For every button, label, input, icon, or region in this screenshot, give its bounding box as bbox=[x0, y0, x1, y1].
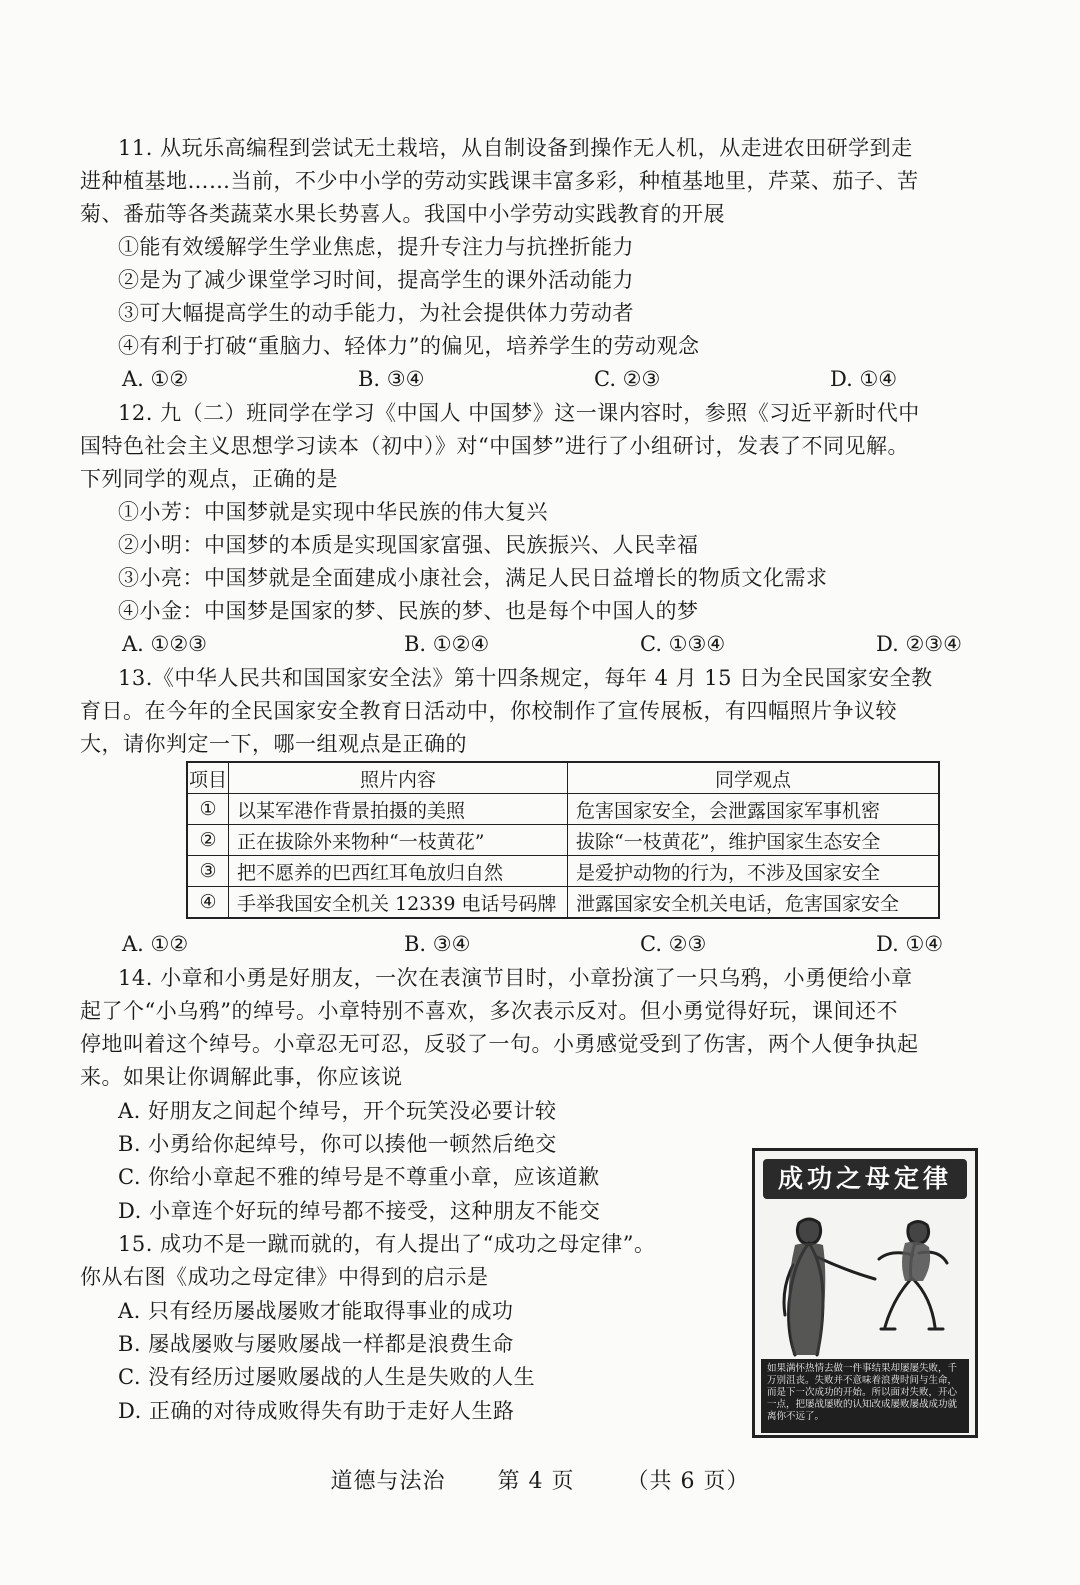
q14-option-b: B. 小勇给你起绰号，你可以揍他一顿然后绝交 bbox=[118, 1132, 557, 1156]
q12-option-a: A. ①②③ bbox=[122, 632, 207, 656]
q14-stem-line-3: 停地叫着这个绰号。小章忍无可忍，反驳了一句。小勇感觉受到了伤害，两个人便争执起 bbox=[80, 1032, 919, 1056]
q11-option-a: A. ①② bbox=[122, 367, 189, 391]
q12-option-c: C. ①③④ bbox=[640, 632, 726, 656]
footer-page-number: 第 4 页 bbox=[497, 1469, 575, 1494]
q15-stem-line-1: 15. 成功不是一蹴而就的，有人提出了“成功之母定律”。 bbox=[118, 1232, 656, 1256]
poster-title: 成功之母定律 bbox=[763, 1159, 967, 1199]
q12-statement-3: ③小亮：中国梦就是全面建成小康社会，满足人民日益增长的物质文化需求 bbox=[118, 566, 828, 590]
q13-option-c: C. ②③ bbox=[640, 932, 707, 956]
table-cell-photo: 把不愿养的巴西红耳龟放归自然 bbox=[229, 856, 568, 887]
q11-option-d: D. ①④ bbox=[830, 367, 898, 391]
q12-stem-line-2: 国特色社会主义思想学习读本（初中）》对“中国梦”进行了小组研讨，发表了不同见解。 bbox=[80, 434, 909, 458]
table-header-opinion: 同学观点 bbox=[568, 762, 940, 794]
q11-stem-line-3: 菊、番茄等各类蔬菜水果长势喜人。我国中小学劳动实践教育的开展 bbox=[80, 202, 725, 226]
q13-option-d: D. ①④ bbox=[876, 932, 944, 956]
q13-stem-line-3: 大，请你判定一下，哪一组观点是正确的 bbox=[80, 732, 467, 756]
q14-stem-line-1: 14. 小章和小勇是好朋友，一次在表演节目时，小章扮演了一只乌鸦，小勇便给小章 bbox=[118, 966, 913, 990]
q11-option-c: C. ②③ bbox=[594, 367, 661, 391]
table-cell-opinion: 是爱护动物的行为，不涉及国家安全 bbox=[568, 856, 940, 887]
table-cell-item: ③ bbox=[187, 856, 229, 887]
table-header-photo: 照片内容 bbox=[229, 762, 568, 794]
q11-statement-2: ②是为了减少课堂学习时间，提高学生的课外活动能力 bbox=[118, 268, 634, 292]
table-row bbox=[187, 887, 939, 919]
q11-option-b: B. ③④ bbox=[358, 367, 425, 391]
q12-statement-1: ①小芳：中国梦就是实现中华民族的伟大复兴 bbox=[118, 500, 548, 524]
q12-statement-2: ②小明：中国梦的本质是实现国家富强、民族振兴、人民幸福 bbox=[118, 533, 699, 557]
table-cell-item: ① bbox=[187, 794, 229, 825]
q14-option-c: C. 你给小章起不雅的绰号是不尊重小章，应该道歉 bbox=[118, 1165, 600, 1189]
q13-stem-line-2: 育日。在今年的全民国家安全教育日活动中，你校制作了宣传展板，有四幅照片争议较 bbox=[80, 699, 897, 723]
poster-caption: 如果满怀热情去做一件事结果却屡屡失败，千万别沮丧。失败并不意味着浪费时间与生命，而是下一次成功的开始。所以面对失败，开心一点，把屡战屡败的认知改成屡败屡战成功就离你不远了。 bbox=[761, 1359, 969, 1433]
poster-illustration bbox=[759, 1205, 971, 1357]
table-cell-item: ② bbox=[187, 825, 229, 856]
table-row bbox=[187, 825, 939, 856]
table-header-item: 项目 bbox=[187, 762, 229, 794]
q15-option-a: A. 只有经历屡战屡败才能取得事业的成功 bbox=[118, 1299, 514, 1323]
q11-statement-3: ③可大幅提高学生的动手能力，为社会提供体力劳动者 bbox=[118, 301, 634, 325]
q13-stem-line-1: 13.《中华人民共和国国家安全法》第十四条规定，每年 4 月 15 日为全民国家安全教 bbox=[118, 666, 933, 690]
q12-option-b: B. ①②④ bbox=[404, 632, 490, 656]
q12-statement-4: ④小金：中国梦是国家的梦、民族的梦、也是每个中国人的梦 bbox=[118, 599, 699, 623]
q15-option-d: D. 正确的对待成败得失有助于走好人生路 bbox=[118, 1399, 515, 1423]
table-cell-opinion: 危害国家安全，会泄露国家军事机密 bbox=[568, 794, 940, 825]
footer-subject: 道德与法治 bbox=[330, 1469, 446, 1494]
table-row bbox=[187, 856, 939, 887]
q14-stem-line-2: 起了个“小乌鸦”的绰号。小章特别不喜欢，多次表示反对。但小勇觉得好玩，课间还不 bbox=[80, 999, 898, 1023]
table-cell-opinion: 拔除“一枝黄花”，维护国家生态安全 bbox=[568, 825, 940, 856]
q14-stem-line-4: 来。如果让你调解此事，你应该说 bbox=[80, 1065, 403, 1089]
q12-stem-line-3: 下列同学的观点，正确的是 bbox=[80, 467, 338, 491]
table-cell-item: ④ bbox=[187, 887, 229, 919]
q12-stem-line-1: 12. 九（二）班同学在学习《中国人 中国梦》这一课内容时，参照《习近平新时代中 bbox=[118, 401, 920, 425]
q13-option-a: A. ①② bbox=[122, 932, 189, 956]
table-cell-photo: 手举我国安全机关 12339 电话号码牌 bbox=[229, 887, 568, 919]
q12-option-d: D. ②③④ bbox=[876, 632, 962, 656]
q14-option-d: D. 小章连个好玩的绰号都不接受，这种朋友不能交 bbox=[118, 1199, 601, 1223]
table-cell-opinion: 泄露国家安全机关电话，危害国家安全 bbox=[568, 887, 940, 919]
q15-option-b: B. 屡战屡败与屡败屡战一样都是浪费生命 bbox=[118, 1332, 514, 1356]
table-cell-photo: 正在拔除外来物种“一枝黄花” bbox=[229, 825, 568, 856]
table-cell-photo: 以某军港作背景拍摄的美照 bbox=[229, 794, 568, 825]
q13-table bbox=[186, 761, 940, 919]
q11-statement-4: ④有利于打破“重脑力、轻体力”的偏见，培养学生的劳动观念 bbox=[118, 334, 700, 358]
q14-option-a: A. 好朋友之间起个绰号，开个玩笑没必要计较 bbox=[118, 1099, 557, 1123]
footer-total-pages: （共 6 页） bbox=[626, 1469, 750, 1494]
q11-stem-line-1: 11. 从玩乐高编程到尝试无土栽培，从自制设备到操作无人机，从走进农田研学到走 bbox=[118, 136, 913, 160]
table-row bbox=[187, 794, 939, 825]
q11-stem-line-2: 进种植基地……当前，不少中小学的劳动实践课丰富多彩，种植基地里，芹菜、茄子、苦 bbox=[80, 169, 919, 193]
success-law-poster bbox=[752, 1148, 978, 1438]
table-header-row bbox=[187, 762, 939, 794]
q11-statement-1: ①能有效缓解学生学业焦虑，提升专注力与抗挫折能力 bbox=[118, 235, 634, 259]
q13-option-b: B. ③④ bbox=[404, 932, 471, 956]
q15-stem-line-2: 你从右图《成功之母定律》中得到的启示是 bbox=[80, 1265, 489, 1289]
page-footer bbox=[0, 1464, 1080, 1495]
q15-option-c: C. 没有经历过屡败屡战的人生是失败的人生 bbox=[118, 1365, 536, 1389]
